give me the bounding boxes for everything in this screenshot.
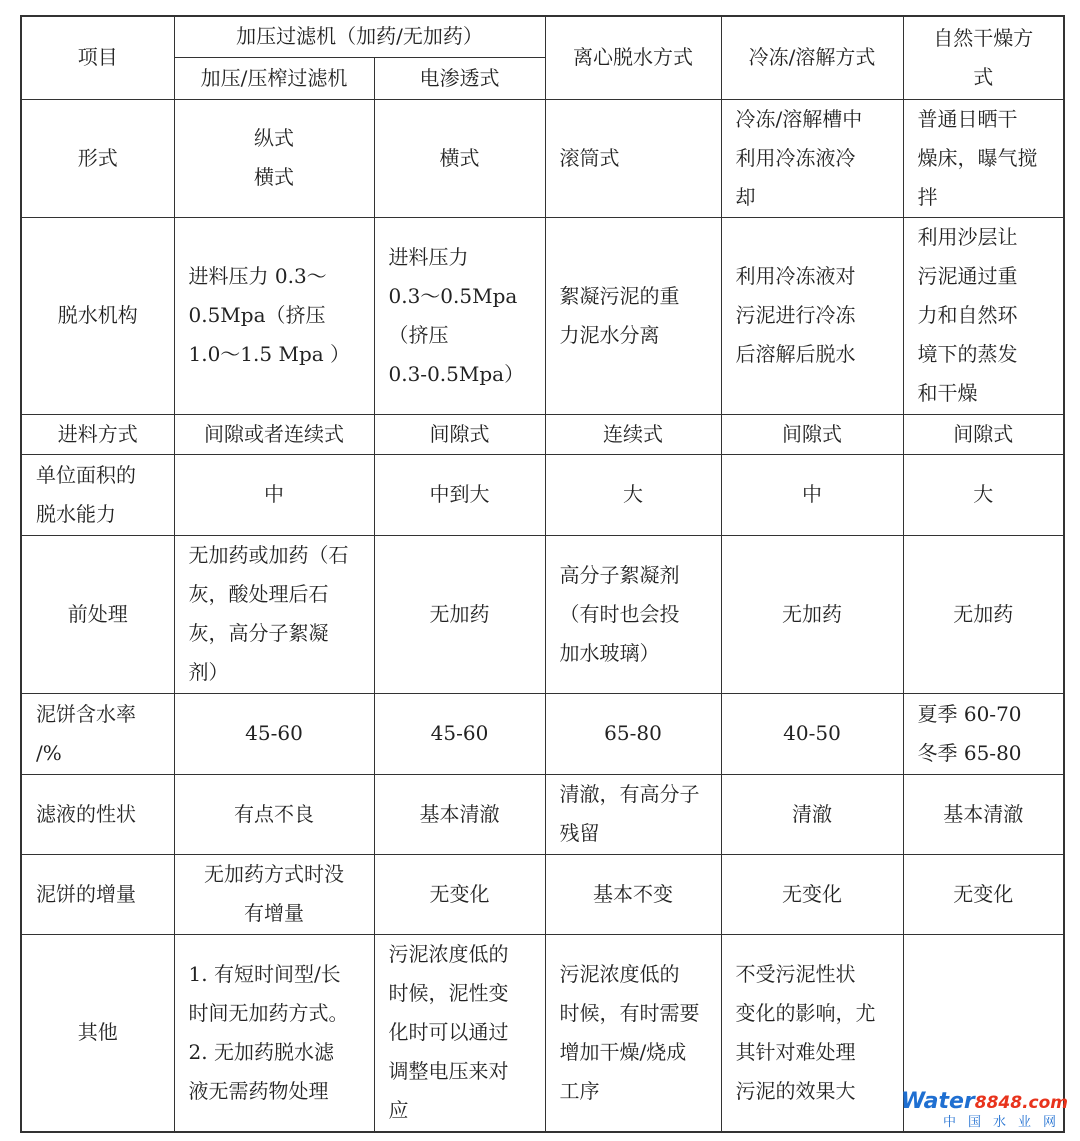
table-cell: 进料压力 0.3～ 0.5Mpa（挤压 1.0～1.5 Mpa ） xyxy=(174,217,374,414)
table-row xyxy=(21,854,1064,934)
table-row xyxy=(21,535,1064,693)
table-cell: 基本清澈 xyxy=(374,774,545,854)
table-cell: 清澈，有高分子 残留 xyxy=(545,774,721,854)
table-row xyxy=(21,454,1064,535)
row-label: 单位面积的 脱水能力 xyxy=(21,454,174,535)
table-cell: 不受污泥性状 变化的影响，尤 其针对难处理 污泥的效果大 xyxy=(721,934,903,1132)
row-label: 前处理 xyxy=(21,535,174,693)
table-cell: 无加药方式时没 有增量 xyxy=(174,854,374,934)
table-cell: 基本清澈 xyxy=(903,774,1064,854)
table-cell: 无加药 xyxy=(374,535,545,693)
table-cell: 大 xyxy=(903,454,1064,535)
header-natural-dry: 自然干燥方 式 xyxy=(903,16,1064,99)
table-cell: 无变化 xyxy=(903,854,1064,934)
header-freeze-thaw: 冷冻/溶解方式 xyxy=(721,16,903,99)
table-cell: 滚筒式 xyxy=(545,99,721,217)
table-cell: 连续式 xyxy=(545,414,721,454)
table-cell: 间隙式 xyxy=(721,414,903,454)
header-pressure-filter: 加压过滤机（加药/无加药） xyxy=(174,16,545,57)
header-centrifugal: 离心脱水方式 xyxy=(545,16,721,99)
watermark-brand-text: Water xyxy=(900,1089,975,1114)
watermark-brand-number: 8848 xyxy=(974,1093,1023,1113)
table-cell: 40-50 xyxy=(721,693,903,774)
table-cell: 絮凝污泥的重 力泥水分离 xyxy=(545,217,721,414)
table-cell: 进料压力 0.3～0.5Mpa （挤压 0.3-0.5Mpa） xyxy=(374,217,545,414)
table-row xyxy=(21,99,1064,217)
table-cell: 65-80 xyxy=(545,693,721,774)
table-cell: 45-60 xyxy=(374,693,545,774)
table-cell: 45-60 xyxy=(174,693,374,774)
table-cell: 利用沙层让 污泥通过重 力和自然环 境下的蒸发 和干燥 xyxy=(903,217,1064,414)
row-label: 泥饼含水率 /% xyxy=(21,693,174,774)
table-cell: 有点不良 xyxy=(174,774,374,854)
table-cell: 夏季 60-70 冬季 65-80 xyxy=(903,693,1064,774)
table-cell: 中 xyxy=(174,454,374,535)
watermark-subtitle: 中国水业网 xyxy=(942,1115,1068,1130)
table-cell: 无加药 xyxy=(903,535,1064,693)
header-item: 项目 xyxy=(21,16,174,99)
row-label: 泥饼的增量 xyxy=(21,854,174,934)
comparison-table xyxy=(20,15,1065,1133)
row-label: 进料方式 xyxy=(21,414,174,454)
row-label: 形式 xyxy=(21,99,174,217)
header-electro-osmosis: 电渗透式 xyxy=(374,57,545,99)
table-cell: 纵式 横式 xyxy=(174,99,374,217)
table-cell: 大 xyxy=(545,454,721,535)
watermark-logo xyxy=(900,1089,1068,1133)
row-label: 脱水机构 xyxy=(21,217,174,414)
table-cell: 无加药或加药（石 灰，酸处理后石 灰，高分子絮凝 剂） xyxy=(174,535,374,693)
table-cell: 冷冻/溶解槽中 利用冷冻液冷 却 xyxy=(721,99,903,217)
table-cell: 无变化 xyxy=(721,854,903,934)
table-row xyxy=(21,217,1064,414)
table-row xyxy=(21,774,1064,854)
table-cell: 高分子絮凝剂 （有时也会投 加水玻璃） xyxy=(545,535,721,693)
table-cell: 普通日晒干 燥床，曝气搅 拌 xyxy=(903,99,1064,217)
table-cell: 清澈 xyxy=(721,774,903,854)
table-cell: 污泥浓度低的 时候，泥性变 化时可以通过 调整电压来对 应 xyxy=(374,934,545,1132)
header-row-1 xyxy=(21,16,1064,57)
table-cell: 中到大 xyxy=(374,454,545,535)
table-cell: 间隙式 xyxy=(374,414,545,454)
table-cell: 利用冷冻液对 污泥进行冷冻 后溶解后脱水 xyxy=(721,217,903,414)
table-cell: 无加药 xyxy=(721,535,903,693)
table-cell: 间隙或者连续式 xyxy=(174,414,374,454)
table-cell: 中 xyxy=(721,454,903,535)
watermark-brand-suffix: .com xyxy=(1022,1093,1068,1113)
table-row xyxy=(21,414,1064,454)
table-cell: 基本不变 xyxy=(545,854,721,934)
header-press-filter: 加压/压榨过滤机 xyxy=(174,57,374,99)
table-cell: 无变化 xyxy=(374,854,545,934)
row-label: 其他 xyxy=(21,934,174,1132)
table-cell: 污泥浓度低的 时候，有时需要 增加干燥/烧成 工序 xyxy=(545,934,721,1132)
table-row xyxy=(21,693,1064,774)
table-cell: 1. 有短时间型/长 时间无加药方式。 2. 无加药脱水滤 液无需药物处理 xyxy=(174,934,374,1132)
watermark-brand xyxy=(901,1091,1068,1114)
table-cell: 横式 xyxy=(374,99,545,217)
row-label: 滤液的性状 xyxy=(21,774,174,854)
table-cell: 间隙式 xyxy=(903,414,1064,454)
